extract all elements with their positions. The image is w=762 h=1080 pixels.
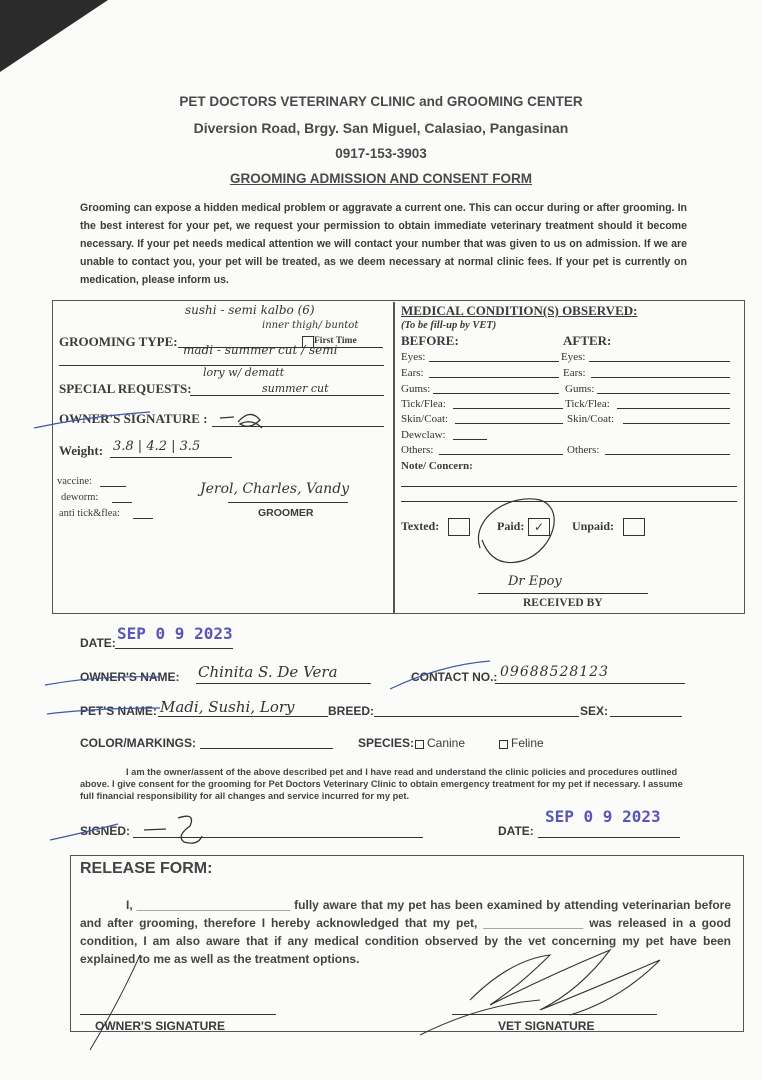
vaccine-line	[100, 486, 126, 487]
sex-label: SEX:	[580, 704, 609, 718]
antitick-line	[133, 518, 153, 519]
form-title: GROOMING ADMISSION AND CONSENT FORM	[230, 171, 532, 186]
date-stamp: SEP 0 9 2023	[117, 624, 233, 643]
paid-label: Paid:	[497, 519, 525, 533]
weight-line	[110, 457, 232, 458]
pet-name-line	[158, 716, 328, 717]
after-label: AFTER:	[563, 333, 612, 348]
groomer-label: GROOMER	[258, 507, 314, 519]
note-label: Note/ Concern:	[401, 460, 473, 472]
grooming-type-hw-3: madi - summer cut / semi	[183, 343, 338, 357]
med-row-gums: Gums: Gums:	[401, 383, 736, 397]
date-line	[115, 648, 233, 649]
consent-paragraph: I am the owner/assent of the above described pet and I have read and understand the clinic policies and procedures outlined above. I give consent for the grooming for Pet Doctors Veterinary Clinic to obtain emergency treatment for my pet if necessary. I assume full financial responsibility for all changes and service incurred for my pet.	[80, 767, 683, 801]
medical-subtitle: (To be fill-up by VET)	[401, 320, 497, 331]
med-row-dewclaw: Dewclaw:	[401, 429, 501, 443]
texted-label: Texted:	[401, 519, 440, 533]
owner-name-value: Chinita S. De Vera	[198, 663, 338, 681]
canine-label: Canine	[427, 736, 466, 750]
vaccine-label: vaccine:	[57, 476, 92, 487]
groomer-names: Jerol, Charles, Vandy	[200, 481, 350, 497]
release-vet-sig-label: VET SIGNATURE	[498, 1019, 595, 1033]
paid-checkbox[interactable]: ✓	[528, 518, 550, 536]
date2-stamp: SEP 0 9 2023	[545, 807, 661, 826]
note-line-1	[401, 486, 737, 487]
owner-release-strike	[80, 950, 160, 1060]
release-title: RELEASE FORM:	[80, 860, 213, 877]
medical-title: MEDICAL CONDITION(S) OBSERVED:	[401, 303, 638, 318]
unpaid-label: Unpaid:	[572, 519, 615, 533]
before-label: BEFORE:	[401, 333, 459, 348]
first-time-checkbox[interactable]	[302, 336, 314, 348]
owner-signature-label: OWNER'S SIGNATURE :	[59, 411, 208, 426]
grooming-type-hw-2: inner thigh/ buntot	[262, 320, 359, 331]
feline-label: Feline	[511, 736, 544, 750]
color-markings-line	[200, 748, 333, 749]
special-requests-hw-1: lory w/ dematt	[203, 366, 285, 379]
intro-paragraph: Grooming can expose a hidden medical problem or aggravate a current one. This can occur during or after grooming. In the best interest for your pet, we request your permission to obtain immediate veterinary treatment should it become necessary. If your pet needs medical attention we will contact your number that was given to us on admission. If we are unable to contact you, your pet will be treated, as we deem necessary at normal clinic fees. If your pet is currently on medication, please inform us.	[80, 202, 687, 286]
med-row-tickflea: Tick/Flea: Tick/Flea:	[401, 398, 736, 412]
pet-name-value: Madi, Sushi, Lory	[160, 698, 295, 716]
weight-value: 3.8 | 4.2 | 3.5	[113, 439, 201, 454]
med-row-others: Others: Others:	[401, 444, 736, 458]
clinic-name: PET DOCTORS VETERINARY CLINIC and GROOMING CENTER	[179, 94, 583, 109]
groomer-line	[228, 502, 348, 503]
species-label: SPECIES:	[358, 736, 415, 750]
scan-corner-shadow	[0, 0, 110, 80]
release-paragraph: I, _______________________ fully aware that my pet has been examined by attending veterinarian before and after grooming, therefore I hereby acknowledged that my pet, _______________ was released in a good condition, I am also aware that if any medical condition observed by the vet concerning my pet have been explained to me as well as the treatment options.	[80, 898, 731, 966]
special-requests-hw-2: summer cut	[262, 382, 329, 395]
contact-value: 09688528123	[500, 664, 609, 680]
vet-signature	[400, 945, 700, 1045]
owner-strike-marks	[40, 655, 510, 695]
antitick-label: anti tick&flea:	[59, 508, 120, 519]
color-markings-label: COLOR/MARKINGS:	[80, 736, 196, 750]
contact-line	[495, 683, 685, 684]
contact-label: CONTACT NO.:	[411, 670, 498, 684]
special-requests-line	[190, 395, 384, 396]
owner-signature-strike	[30, 404, 270, 434]
clinic-address: Diversion Road, Brgy. San Miguel, Calasiao, Pangasinan	[193, 120, 569, 136]
date2-line	[538, 837, 680, 838]
received-by-line	[478, 593, 648, 594]
grooming-type-label: GROOMING TYPE:	[59, 334, 178, 349]
pet-name-label: PET'S NAME:	[80, 704, 157, 718]
date2-label: DATE:	[498, 824, 534, 838]
feline-checkbox[interactable]	[499, 740, 508, 749]
paid-circle-mark	[470, 488, 570, 573]
special-requests-label: SPECIAL REQUESTS:	[59, 381, 192, 396]
unpaid-checkbox[interactable]	[623, 518, 645, 536]
clinic-phone: 0917-153-3903	[335, 146, 427, 161]
med-row-eyes: Eyes: Eyes:	[401, 351, 736, 365]
received-by-label: RECEIVED BY	[523, 597, 603, 609]
signed-label: SIGNED:	[80, 824, 131, 838]
first-time-label: First Time	[314, 336, 357, 346]
received-by-name: Dr Epoy	[508, 574, 562, 589]
breed-line	[374, 716, 579, 717]
pet-strike-mark	[45, 700, 165, 720]
breed-label: BREED:	[328, 704, 375, 718]
med-row-ears: Ears: Ears:	[401, 367, 736, 381]
release-owner-sig-label: OWNER'S SIGNATURE	[95, 1019, 225, 1033]
canine-checkbox[interactable]	[415, 740, 424, 749]
weight-label: Weight:	[59, 443, 104, 458]
date-label: DATE:	[80, 636, 116, 650]
deworm-line	[112, 502, 132, 503]
signed-signature	[48, 812, 218, 852]
box-divider	[393, 302, 395, 613]
deworm-label: deworm:	[61, 492, 99, 503]
texted-checkbox[interactable]	[448, 518, 470, 536]
owner-name-label: OWNER'S NAME:	[80, 670, 180, 684]
grooming-type-hw-1: sushi - semi kalbo (6)	[185, 303, 315, 317]
sex-line	[610, 716, 682, 717]
med-row-skincoat: Skin/Coat: Skin/Coat:	[401, 413, 736, 427]
